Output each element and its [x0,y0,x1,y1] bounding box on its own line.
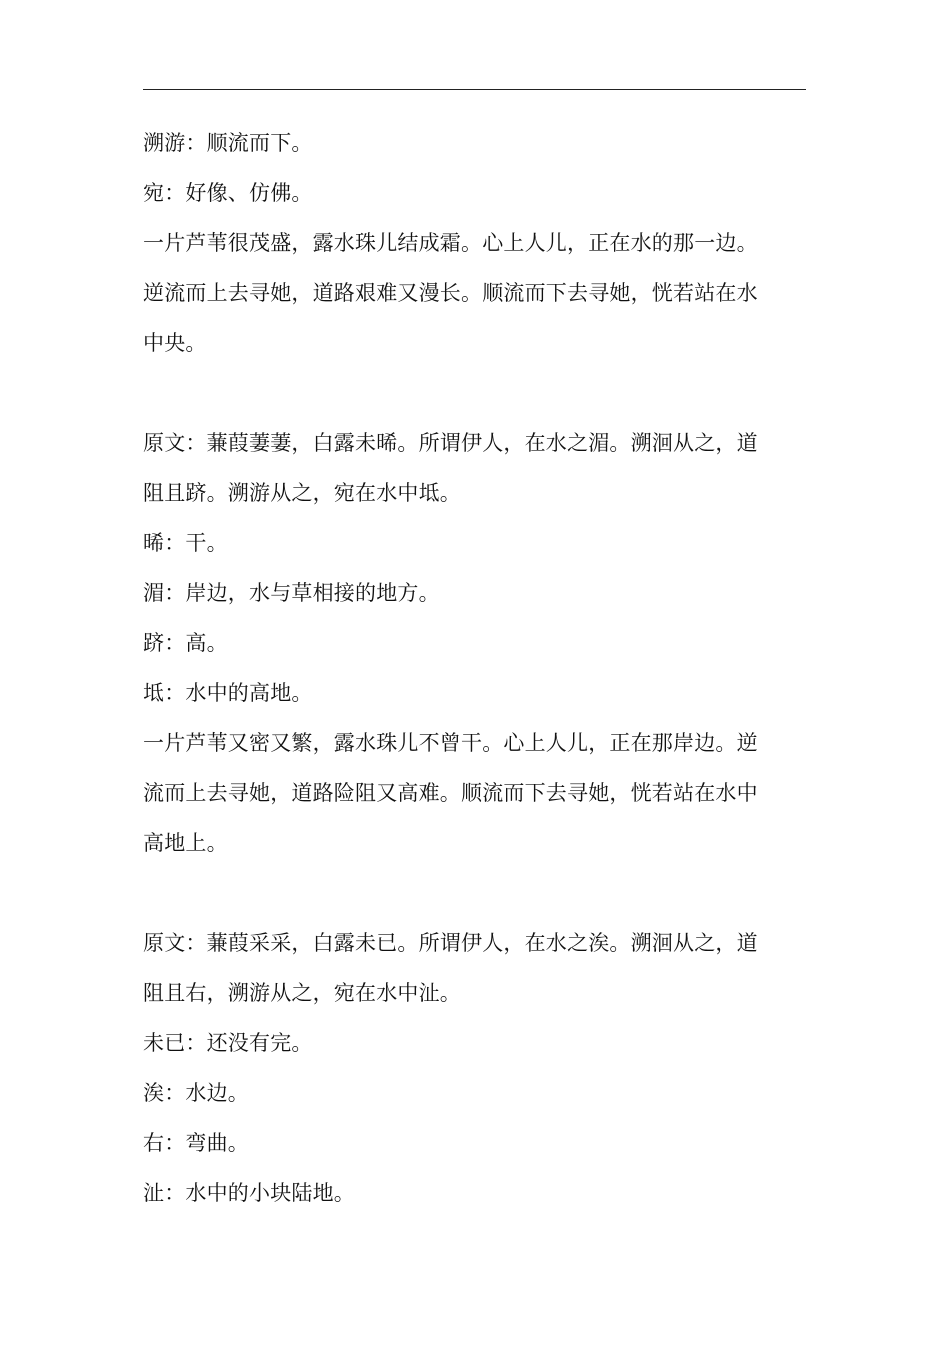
text-line: 溯游：顺流而下。 [143,131,313,155]
text-line: 湄：岸边，水与草相接的地方。 [143,581,440,605]
text-line: 原文：蒹葭萋萋，白露未晞。所谓伊人，在水之湄。溯洄从之，道 [143,431,758,455]
text-line: 宛：好像、仿佛。 [143,181,313,205]
paragraph-gap [143,368,763,418]
header-rule [143,89,806,90]
text-line: 沚：水中的小块陆地。 [143,1181,355,1205]
text-line: 一片芦苇又密又繁，露水珠儿不曾干。心上人儿，正在那岸边。逆 [143,731,758,755]
text-line: 逆流而上去寻她，道路艰难又漫长。顺流而下去寻她，恍若站在水 [143,281,758,305]
document-body [143,118,763,1218]
text-line: 原文：蒹葭采采，白露未已。所谓伊人，在水之涘。溯洄从之，道 [143,931,758,955]
text-line: 高地上。 [143,831,228,855]
text-line: 一片芦苇很茂盛，露水珠儿结成霜。心上人儿，正在水的那一边。 [143,231,758,255]
text-line: 涘：水边。 [143,1081,249,1105]
text-line: 坻：水中的高地。 [143,681,313,705]
text-line: 阻且跻。溯游从之，宛在水中坻。 [143,481,461,505]
text-line: 晞：干。 [143,531,228,555]
text-line: 中央。 [143,331,207,355]
paragraph-gap [143,868,763,918]
text-line: 流而上去寻她，道路险阻又高难。顺流而下去寻她，恍若站在水中 [143,781,758,805]
text-line: 未已：还没有完。 [143,1031,313,1055]
text-line: 右：弯曲。 [143,1131,249,1155]
text-line: 跻：高。 [143,631,228,655]
text-line: 阻且右，溯游从之，宛在水中沚。 [143,981,461,1005]
